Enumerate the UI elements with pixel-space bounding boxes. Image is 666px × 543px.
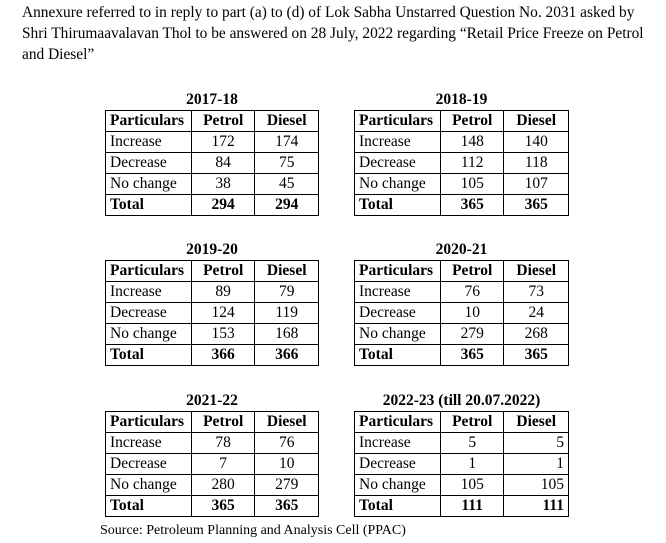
row-label: Decrease [106,303,192,324]
row-label: Increase [355,282,441,303]
column-header-particulars: Particulars [355,261,441,282]
petrol-total: 294 [191,195,255,216]
total-row [106,195,319,216]
petrol-total: 365 [440,195,504,216]
total-row [106,496,319,517]
column-header-diesel: Diesel [504,261,569,282]
column-header-petrol: Petrol [191,111,255,132]
petrol-value: 105 [440,174,504,195]
table-title: 2021-22 [186,392,238,409]
total-row [355,345,569,366]
header-row [355,412,569,433]
header-row [355,261,569,282]
table-row [355,475,569,496]
table-block-2022-23 [354,391,569,517]
petrol-total: 365 [191,496,255,517]
petrol-value: 1 [440,454,504,475]
table-row [106,324,319,345]
table-row [355,153,569,174]
row-label: No change [355,475,441,496]
table-row [355,174,569,195]
data-table [354,110,569,216]
diesel-value: 10 [255,454,319,475]
column-header-diesel: Diesel [255,111,319,132]
table-block-2020-21 [354,240,569,366]
total-label: Total [355,345,441,366]
row-label: Decrease [106,153,192,174]
table-row [106,475,319,496]
column-header-diesel: Diesel [255,412,319,433]
diesel-total: 365 [504,195,569,216]
row-label: Increase [106,282,192,303]
table-block-2018-19 [354,90,569,216]
total-row [355,195,569,216]
table-row [106,132,319,153]
petrol-value: 279 [440,324,504,345]
table-row [355,324,569,345]
diesel-value: 140 [504,132,569,153]
diesel-value: 118 [504,153,569,174]
petrol-value: 84 [191,153,255,174]
petrol-total: 365 [440,345,504,366]
table-block-2019-20 [105,240,319,366]
diesel-value: 45 [255,174,319,195]
row-label: No change [106,475,192,496]
table-block-2017-18 [105,90,319,216]
diesel-value: 75 [255,153,319,174]
table-row [355,454,569,475]
table-title: 2017-18 [186,91,238,108]
column-header-particulars: Particulars [355,412,441,433]
row-label: No change [355,324,441,345]
data-table [354,260,569,366]
petrol-value: 5 [440,433,504,454]
petrol-value: 105 [440,475,504,496]
column-header-diesel: Diesel [255,261,319,282]
row-label: Decrease [355,454,441,475]
diesel-value: 107 [504,174,569,195]
petrol-value: 76 [440,282,504,303]
total-label: Total [355,195,441,216]
column-header-petrol: Petrol [440,111,504,132]
table-row [355,433,569,454]
table-row [355,303,569,324]
petrol-total: 366 [191,345,255,366]
row-label: Decrease [106,454,192,475]
table-row [106,153,319,174]
table-title: 2020-21 [435,241,488,258]
column-header-particulars: Particulars [106,412,192,433]
data-table [354,411,569,517]
column-header-particulars: Particulars [106,261,192,282]
column-header-petrol: Petrol [440,261,504,282]
table-row [106,174,319,195]
table-title: 2018-19 [435,91,488,108]
diesel-value: 5 [504,433,569,454]
row-label: Increase [106,433,192,454]
diesel-total: 365 [504,345,569,366]
petrol-value: 89 [191,282,255,303]
diesel-total: 294 [255,195,319,216]
table-row [106,454,319,475]
diesel-value: 76 [255,433,319,454]
data-table [105,110,319,216]
petrol-value: 172 [191,132,255,153]
diesel-value: 268 [504,324,569,345]
petrol-value: 148 [440,132,504,153]
petrol-value: 153 [191,324,255,345]
header-row [106,261,319,282]
total-row [106,345,319,366]
petrol-value: 280 [191,475,255,496]
data-table [105,260,319,366]
total-label: Total [106,345,192,366]
row-label: Increase [355,433,441,454]
row-label: No change [355,174,441,195]
diesel-value: 105 [504,475,569,496]
diesel-value: 174 [255,132,319,153]
diesel-value: 79 [255,282,319,303]
table-row [355,132,569,153]
column-header-diesel: Diesel [504,111,569,132]
diesel-total: 366 [255,345,319,366]
diesel-value: 279 [255,475,319,496]
source-note: Source: Petroleum Planning and Analysis Cell (PPAC) [100,523,406,538]
row-label: No change [106,174,192,195]
data-table [105,411,319,517]
diesel-total: 365 [255,496,319,517]
petrol-value: 38 [191,174,255,195]
total-row [355,496,569,517]
table-row [106,282,319,303]
total-label: Total [355,496,441,517]
petrol-value: 78 [191,433,255,454]
row-label: Increase [355,132,441,153]
table-row [355,282,569,303]
column-header-diesel: Diesel [504,412,569,433]
diesel-total: 111 [504,496,569,517]
table-title: 2019-20 [186,241,238,258]
column-header-petrol: Petrol [440,412,504,433]
column-header-particulars: Particulars [106,111,192,132]
table-row [106,303,319,324]
total-label: Total [106,496,192,517]
diesel-value: 73 [504,282,569,303]
table-title: 2022-23 (till 20.07.2022) [382,392,541,409]
column-header-petrol: Petrol [191,261,255,282]
table-block-2021-22 [105,391,319,517]
header-row [106,111,319,132]
row-label: No change [106,324,192,345]
row-label: Decrease [355,303,441,324]
total-label: Total [106,195,192,216]
header-row [106,412,319,433]
petrol-total: 111 [440,496,504,517]
column-header-petrol: Petrol [191,412,255,433]
petrol-value: 124 [191,303,255,324]
table-row [106,433,319,454]
diesel-value: 168 [255,324,319,345]
row-label: Decrease [355,153,441,174]
header-row [355,111,569,132]
petrol-value: 7 [191,454,255,475]
petrol-value: 112 [440,153,504,174]
diesel-value: 119 [255,303,319,324]
row-label: Increase [106,132,192,153]
column-header-particulars: Particulars [355,111,441,132]
annexure-heading: Annexure referred to in reply to part (a) to (d) of Lok Sabha Unstarred Question No. 2031 asked by Shri Thirumaavalavan Thol to be answered on 28 July, 2022 regarding “Retail Price Freeze on Petrol and Diesel” [22,4,644,63]
diesel-value: 24 [504,303,569,324]
diesel-value: 1 [504,454,569,475]
petrol-value: 10 [440,303,504,324]
